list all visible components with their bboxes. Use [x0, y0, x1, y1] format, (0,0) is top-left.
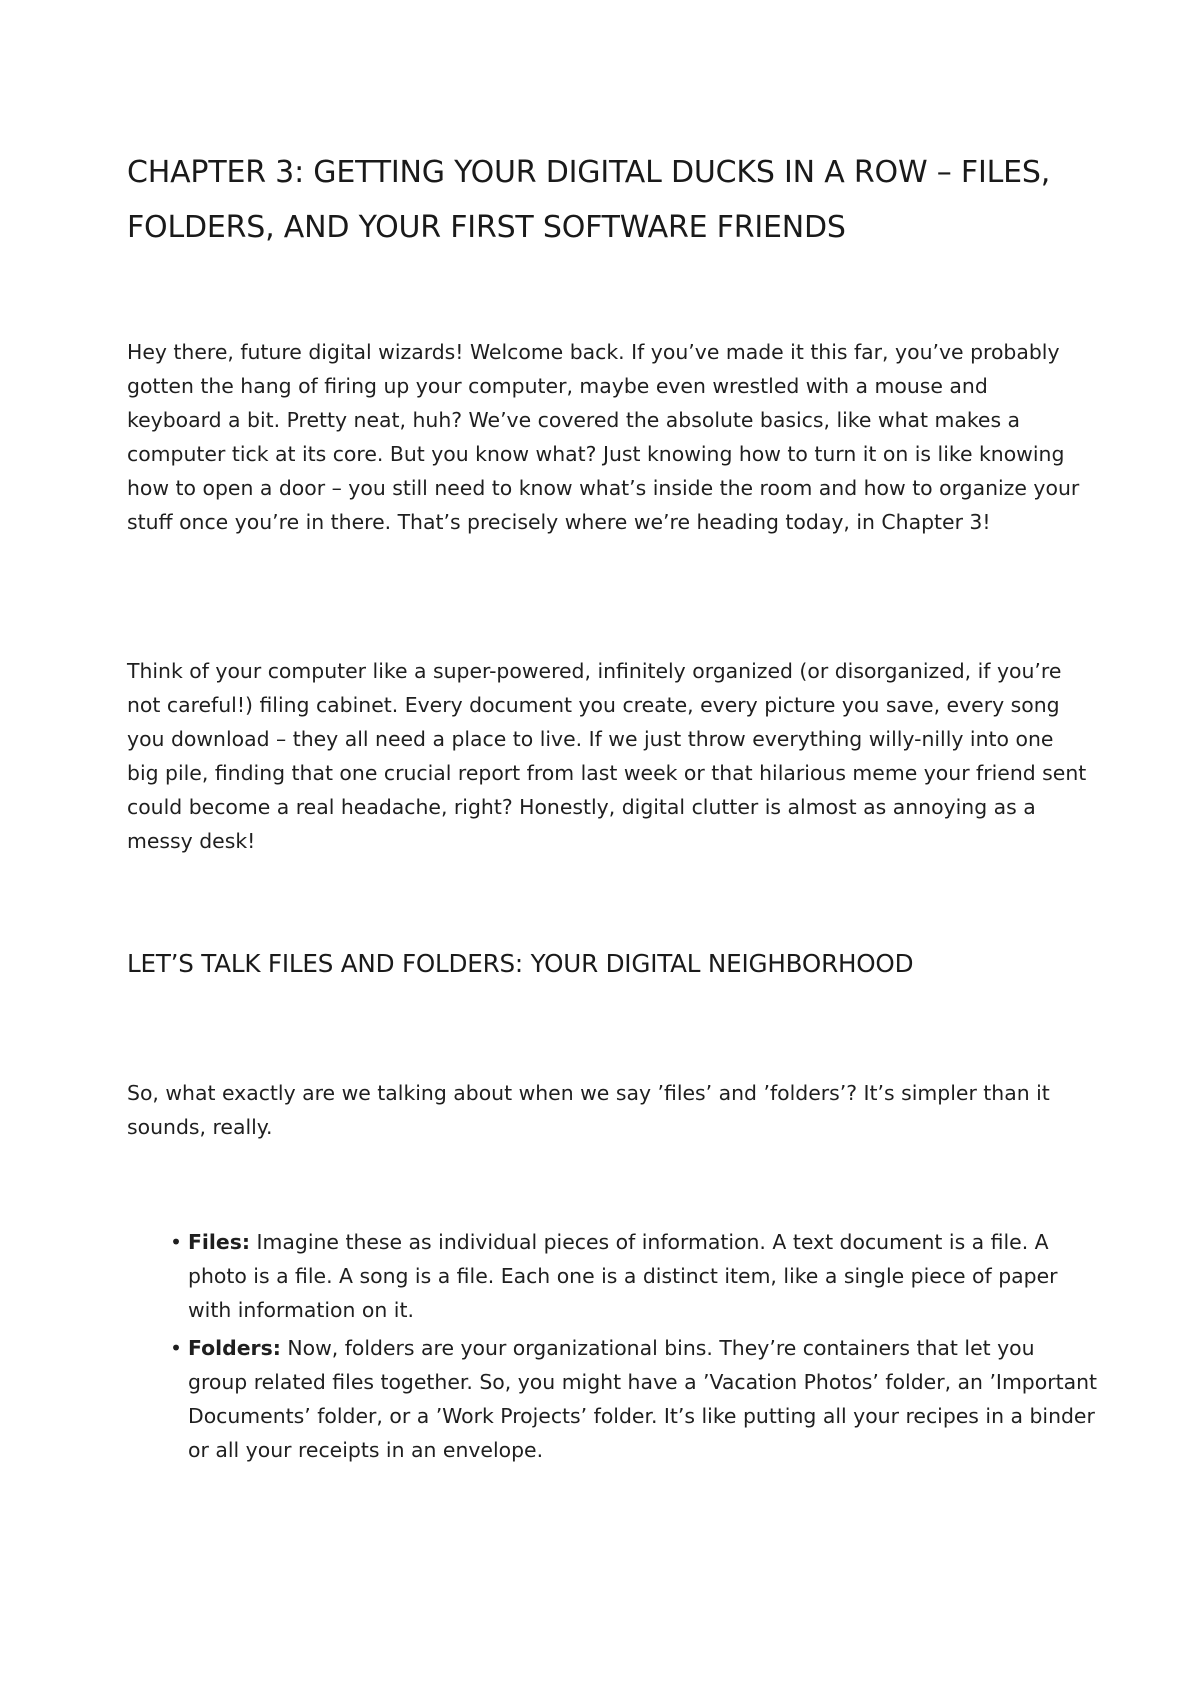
- filing-cabinet-paragraph: Think of your computer like a super-powered, infinitely organized (or disorganized, if you’re not careful!) filing cabinet. Every document you create, every picture you save, every song you download – they all need a place to live. If we just throw everything willy-nilly into one big pile, finding that one crucial report from last week or that hilarious meme your friend sent could become a real headache, right? Honestly, digital clutter is almost as annoying as a messy desk!: [127, 659, 1087, 853]
- definition-folders: Now, folders are your organizational bins. They’re containers that let you group related files together. So, you might have a ’Vacation Photos’ folder, an ’Important Documents’ folder, or a ’Work Projects’ folder. It’s like putting all your recipes in a binder or all your receipts in an envelope.: [188, 1336, 1098, 1462]
- definition-files: Imagine these as individual pieces of information. A text document is a file. A photo is a file. A song is a file. Each one is a distinct item, like a single piece of paper with information on it.: [188, 1230, 1058, 1322]
- bullet-icon: •: [170, 1336, 183, 1360]
- list-item-files: [170, 1225, 1100, 1327]
- definition-list: [170, 1225, 1100, 1471]
- chapter-title: CHAPTER 3: GETTING YOUR DIGITAL DUCKS IN A ROW – FILES, FOLDERS, AND YOUR FIRST SOFTWARE FRIENDS: [127, 155, 1051, 245]
- list-item-folders: [170, 1331, 1100, 1467]
- intro-paragraph: Hey there, future digital wizards! Welcome back. If you’ve made it this far, you’ve probably gotten the hang of firing up your computer, maybe even wrestled with a mouse and keyboard a bit. Pretty neat, huh? We’ve covered the absolute basics, like what makes a computer tick at its core. But you know what? Just knowing how to turn it on is like knowing how to open a door – you still need to know what’s inside the room and how to organize your stuff once you’re in there. That’s precisely where we’re heading today, in Chapter 3!: [127, 340, 1080, 534]
- section-heading: LET’S TALK FILES AND FOLDERS: YOUR DIGITAL NEIGHBORHOOD: [127, 949, 914, 978]
- term-folders: Folders:: [188, 1336, 281, 1360]
- section-intro-paragraph: So, what exactly are we talking about when we say ’files’ and ’folders’? It’s simpler than it sounds, really.: [127, 1081, 1050, 1139]
- bullet-icon: •: [170, 1230, 183, 1254]
- term-files: Files:: [188, 1230, 251, 1254]
